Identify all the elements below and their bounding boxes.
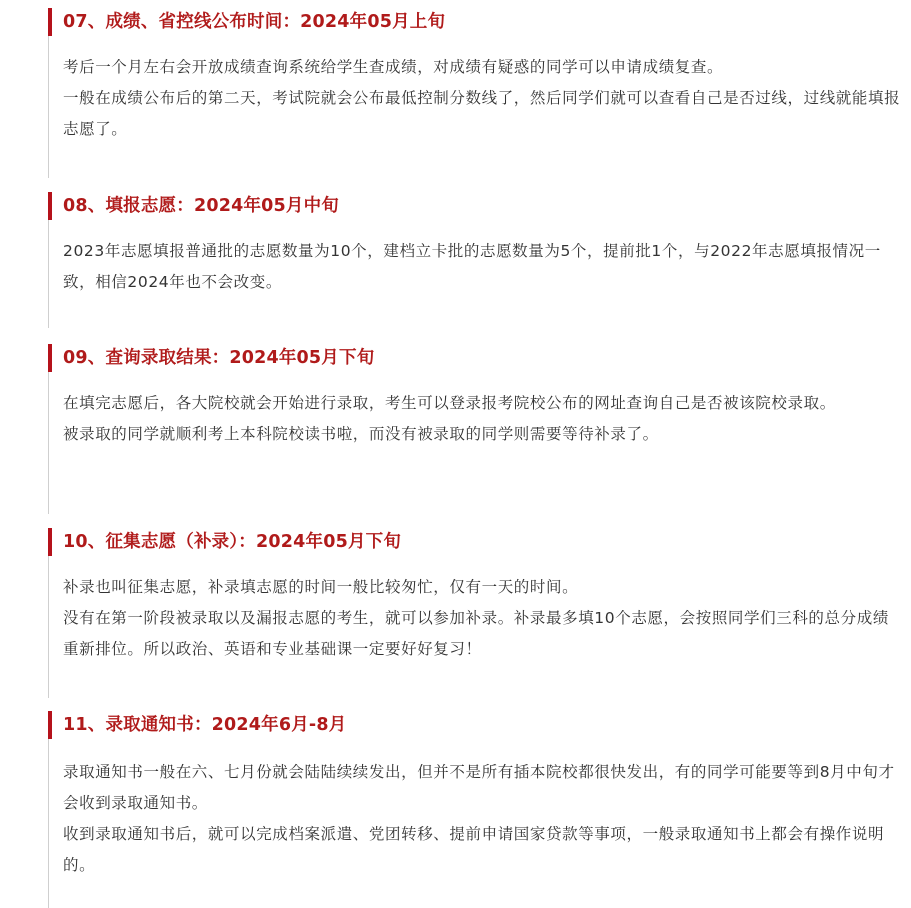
section-body [63, 236, 903, 298]
section-body [63, 572, 903, 665]
section-title: 09、查询录取结果：2024年05月下旬 [63, 348, 375, 368]
paragraph: 录取通知书一般在六、七月份就会陆陆续续发出，但并不是所有插本院校都很快发出，有的同学可能要等到8月中旬才会收到录取通知书。 [63, 763, 895, 812]
section-header [49, 528, 911, 556]
paragraph: 考后一个月左右会开放成绩查询系统给学生查成绩，对成绩有疑惑的同学可以申请成绩复查。 [63, 58, 724, 76]
section-marker [48, 528, 52, 556]
section-marker [48, 344, 52, 372]
section-header [49, 192, 911, 220]
section-title: 08、填报志愿：2024年05月中旬 [63, 196, 340, 216]
paragraph: 没有在第一阶段被录取以及漏报志愿的考生，就可以参加补录。补录最多填10个志愿，会按照同学们三科的总分成绩重新排位。所以政治、英语和专业基础课一定要好好复习！ [63, 609, 889, 658]
section-title: 11、录取通知书：2024年6月-8月 [63, 715, 347, 735]
timeline-section-07 [48, 8, 911, 178]
paragraph: 一般在成绩公布后的第二天，考试院就会公布最低控制分数线了，然后同学们就可以查看自己是否过线，过线就能填报志愿了。 [63, 89, 901, 138]
timeline-section-11 [48, 711, 911, 908]
section-title: 10、征集志愿（补录）：2024年05月下旬 [63, 532, 402, 552]
section-body [63, 757, 903, 881]
section-body [63, 52, 903, 145]
paragraph: 在填完志愿后，各大院校就会开始进行录取，考生可以登录报考院校公布的网址查询自己是否被该院校录取。 [63, 394, 836, 412]
section-header [49, 8, 911, 36]
section-header [49, 344, 911, 372]
section-title: 07、成绩、省控线公布时间：2024年05月上旬 [63, 12, 446, 32]
section-body [63, 388, 903, 450]
paragraph: 收到录取通知书后，就可以完成档案派遣、党团转移、提前申请国家贷款等事项，一般录取通知书上都会有操作说明的。 [63, 825, 885, 874]
paragraph: 被录取的同学就顺利考上本科院校读书啦，而没有被录取的同学则需要等待补录了。 [63, 425, 659, 443]
section-marker [48, 192, 52, 220]
timeline-section-10 [48, 528, 911, 698]
paragraph: 补录也叫征集志愿，补录填志愿的时间一般比较匆忙，仅有一天的时间。 [63, 578, 579, 596]
timeline-section-08 [48, 192, 911, 328]
section-header [49, 711, 911, 739]
section-marker [48, 711, 52, 739]
paragraph: 2023年志愿填报普通批的志愿数量为10个，建档立卡批的志愿数量为5个，提前批1个，与2022年志愿填报情况一致，相信2024年也不会改变。 [63, 242, 881, 291]
timeline-section-09 [48, 344, 911, 514]
section-marker [48, 8, 52, 36]
